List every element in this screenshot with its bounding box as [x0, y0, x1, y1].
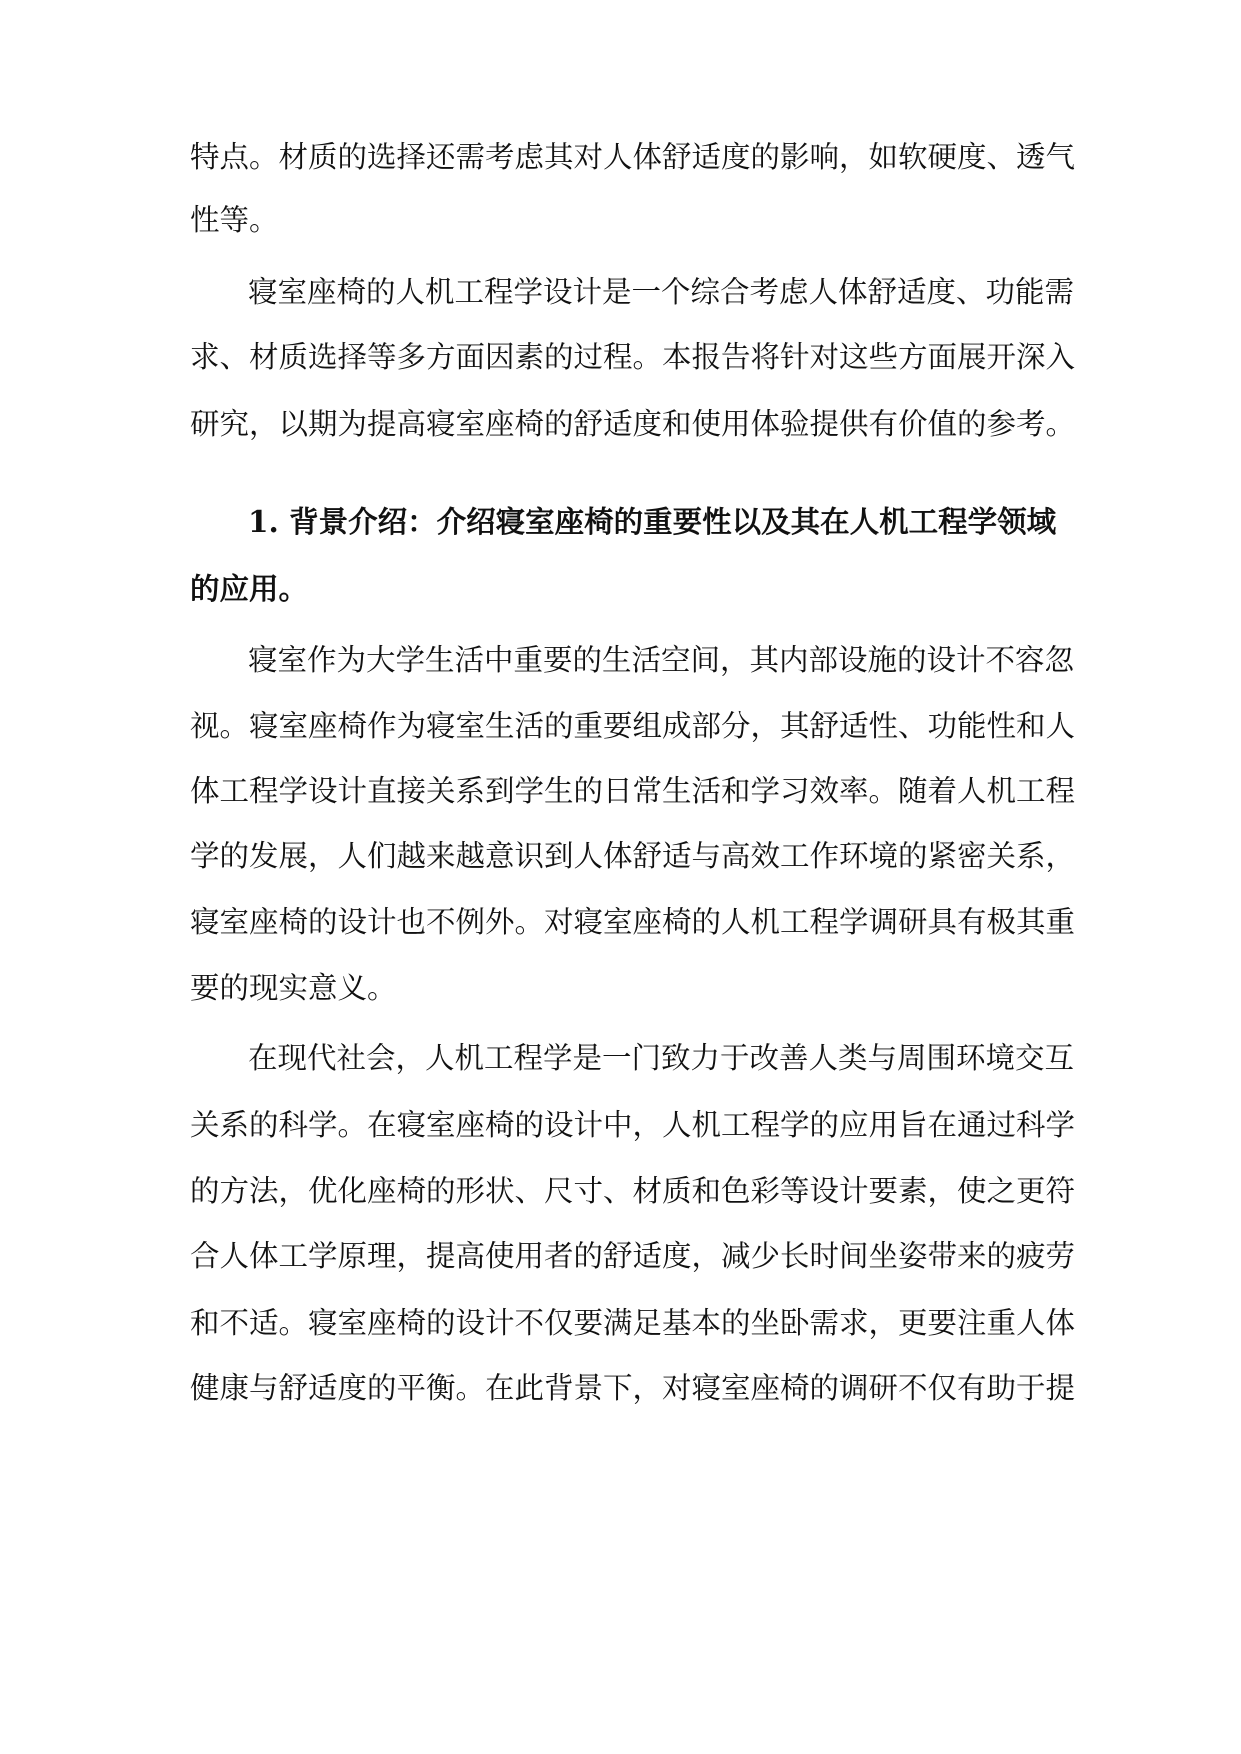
paragraph-line: 视。寝室座椅作为寝室生活的重要组成部分，其舒适性、功能性和人 — [190, 709, 1076, 743]
section-heading: 1. 背景介绍：介绍寝室座椅的重要性以及其在人机工程学领域 — [248, 504, 1057, 539]
paragraph-line: 关系的科学。在寝室座椅的设计中，人机工程学的应用旨在通过科学 — [190, 1108, 1076, 1142]
paragraph-line: 寝室作为大学生活中重要的生活空间，其内部设施的设计不容忽 — [248, 643, 1075, 677]
section-heading: 的应用。 — [190, 571, 309, 606]
paragraph-line: 在现代社会，人机工程学是一门致力于改善人类与周围环境交互 — [248, 1041, 1075, 1075]
paragraph-line: 健康与舒适度的平衡。在此背景下，对寝室座椅的调研不仅有助于提 — [190, 1371, 1076, 1405]
paragraph-line: 寝室座椅的设计也不例外。对寝室座椅的人机工程学调研具有极其重 — [190, 905, 1076, 939]
paragraph-line: 和不适。寝室座椅的设计不仅要满足基本的坐卧需求，更要注重人体 — [190, 1306, 1076, 1340]
paragraph-line: 性等。 — [190, 203, 279, 237]
paragraph-line: 特点。材质的选择还需考虑其对人体舒适度的影响，如软硬度、透气 — [190, 140, 1076, 174]
paragraph-line: 合人体工学原理，提高使用者的舒适度，减少长时间坐姿带来的疲劳 — [190, 1239, 1076, 1273]
paragraph-line: 体工程学设计直接关系到学生的日常生活和学习效率。随着人机工程 — [190, 774, 1076, 808]
paragraph-line: 求、材质选择等多方面因素的过程。本报告将针对这些方面展开深入 — [190, 340, 1076, 374]
paragraph-line: 研究，以期为提高寝室座椅的舒适度和使用体验提供有价值的参考。 — [190, 407, 1076, 441]
paragraph-line: 的方法，优化座椅的形状、尺寸、材质和色彩等设计要素，使之更符 — [190, 1174, 1076, 1208]
paragraph-line: 学的发展，人们越来越意识到人体舒适与高效工作环境的紧密关系， — [190, 839, 1076, 873]
paragraph-line: 寝室座椅的人机工程学设计是一个综合考虑人体舒适度、功能需 — [248, 275, 1075, 309]
paragraph-line: 要的现实意义。 — [190, 971, 397, 1005]
